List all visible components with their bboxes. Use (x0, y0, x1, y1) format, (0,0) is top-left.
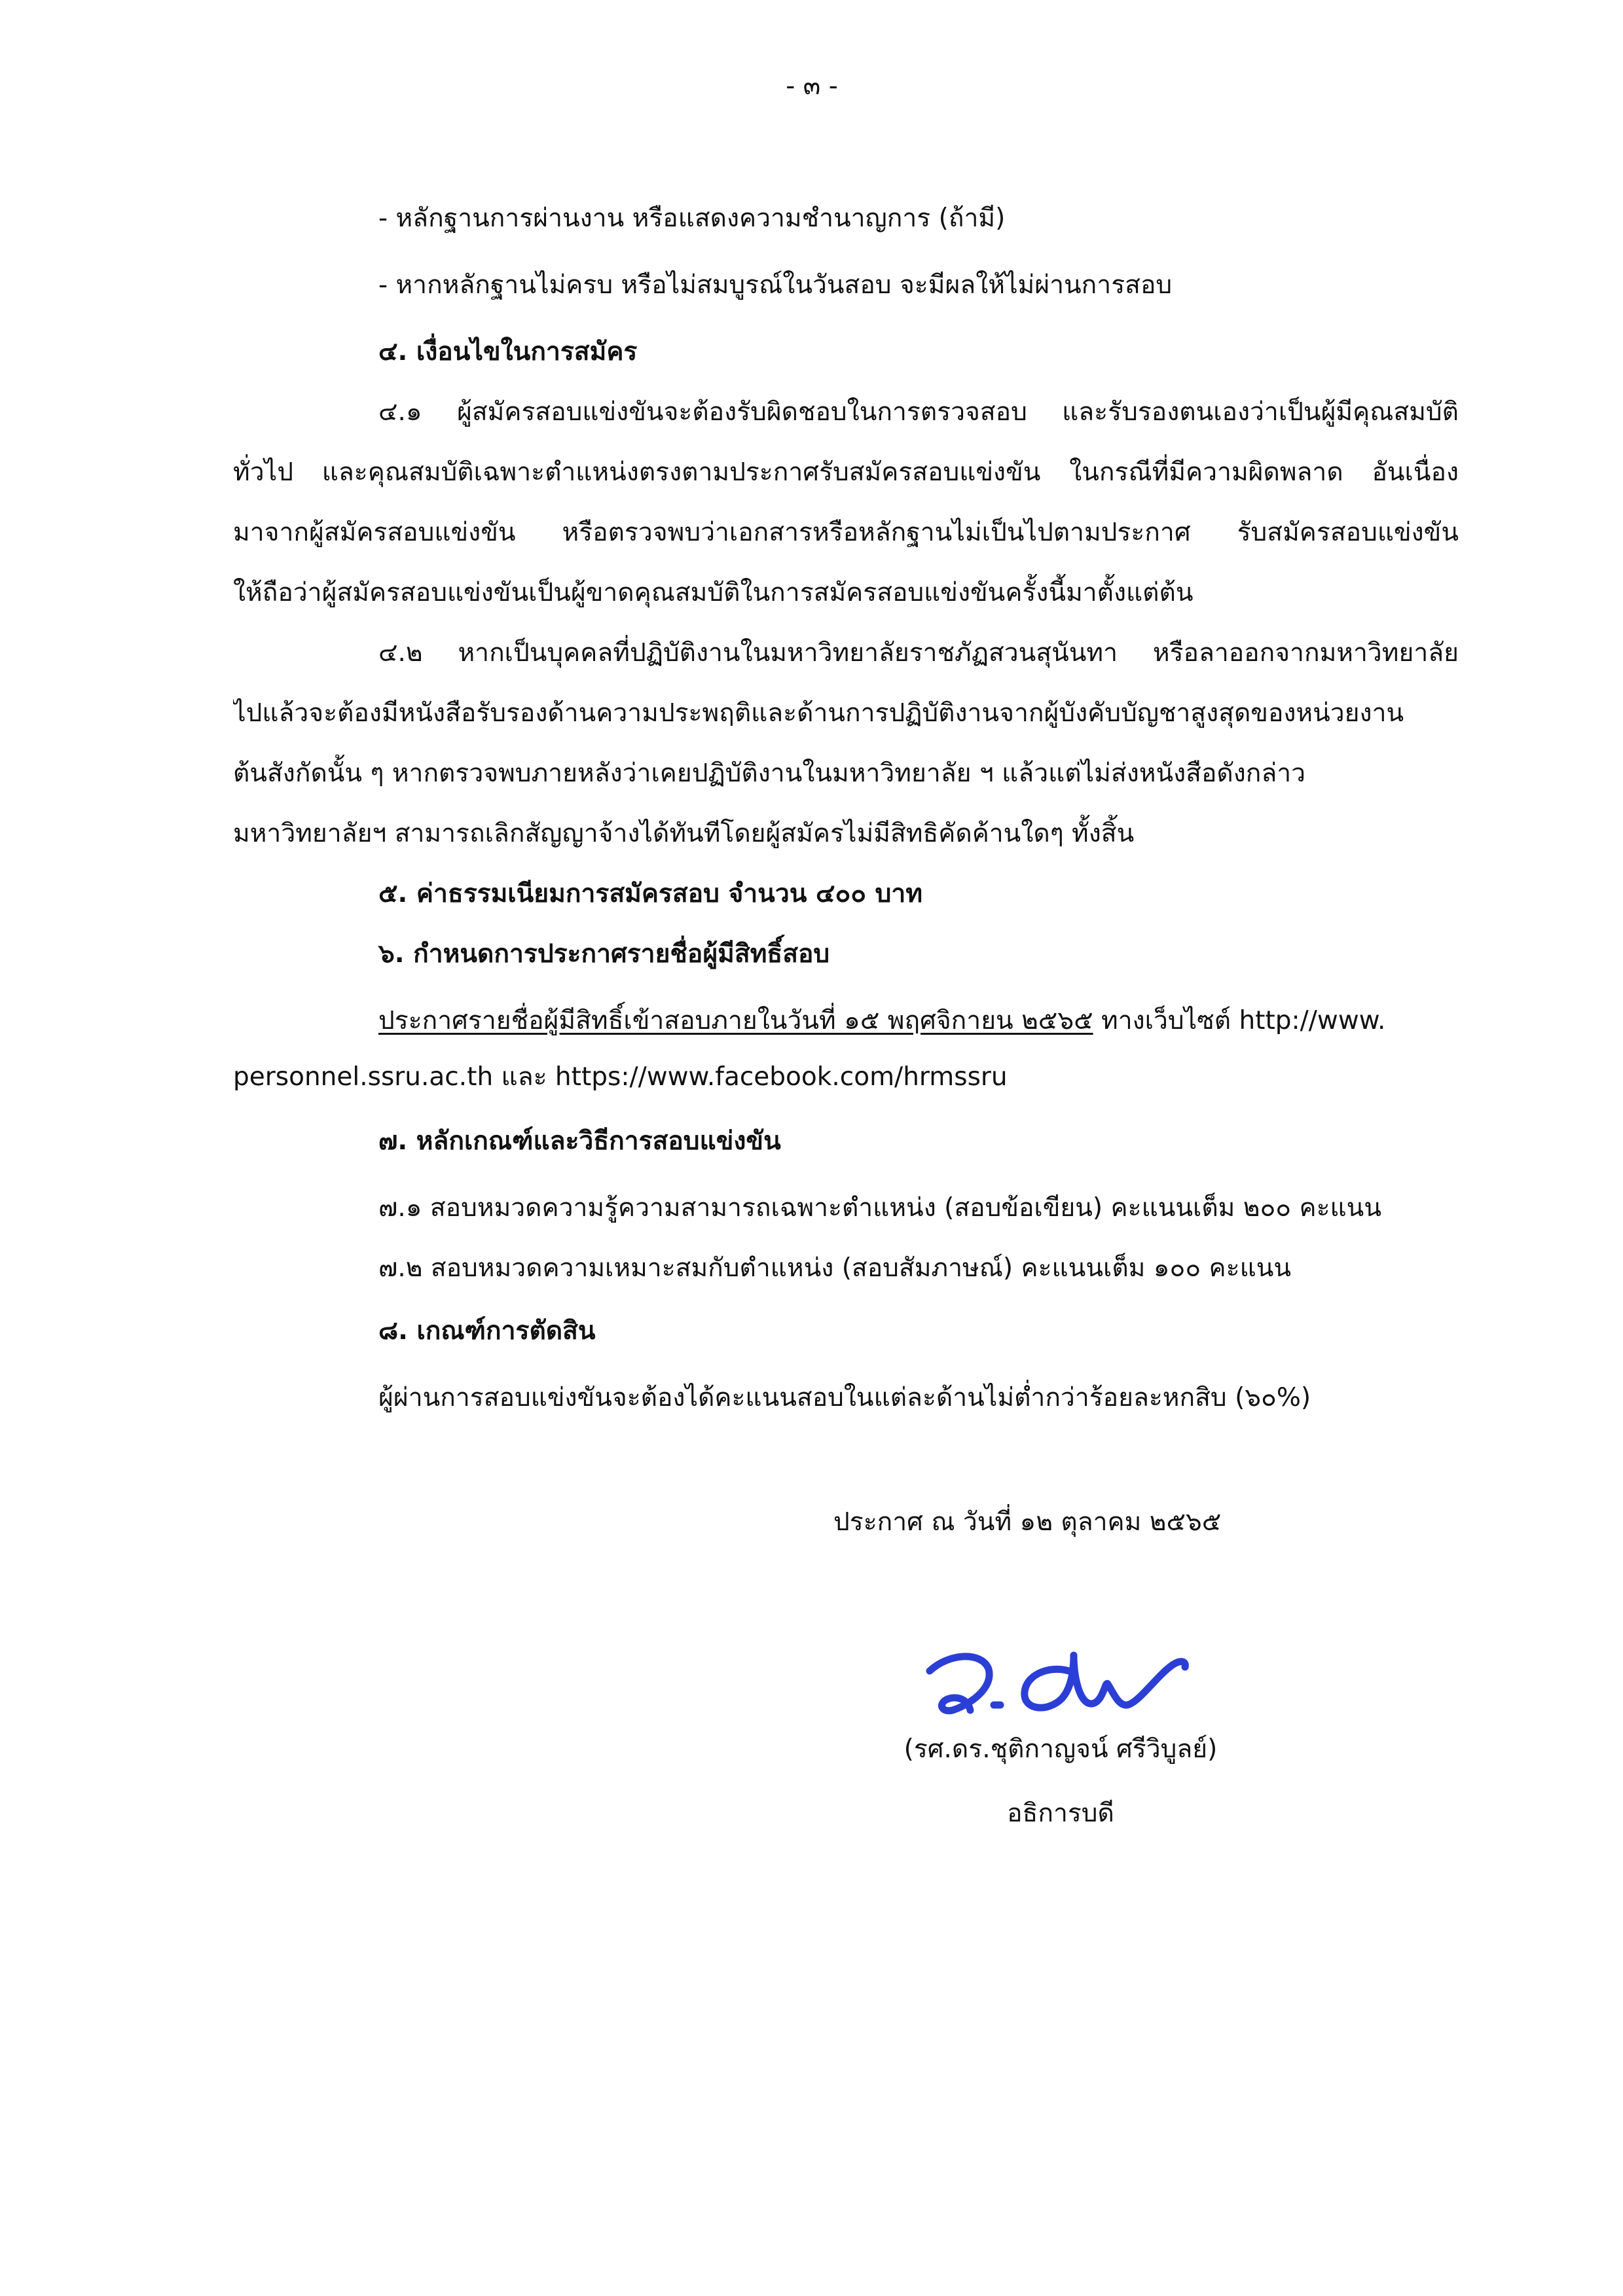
section-4-heading: ๔. เงื่อนไขในการสมัคร (378, 337, 638, 367)
announce-list-line (378, 1003, 1385, 1039)
announce-date-underlined: ประกาศรายชื่อผู้มีสิทธิ์เข้าสอบภายในวันที่ ๑๕ พฤศจิกายน ๒๕๖๕ (378, 1006, 1093, 1035)
paragraph-4-1-line-1: ๔.๑ ผู้สมัครสอบแข่งขันจะต้องรับผิดชอบในการตรวจสอบ และรับรองตนเองว่าเป็นผู้มีคุณสมบัติ (378, 397, 1459, 427)
paragraph-4-2-line-1: ๔.๒ หากเป็นบุคคลที่ปฏิบัติงานในมหาวิทยาลัยราชภัฏสวนสุนันทา หรือลาออกจากมหาวิทยาลัย (378, 638, 1459, 668)
section-7-heading: ๗. หลักเกณฑ์และวิธีการสอบแข่งขัน (378, 1126, 781, 1156)
paragraph-4-2-line-3: ต้นสังกัดนั้น ๆ หากตรวจพบภายหลังว่าเคยปฏิบัติงานในมหาวิทยาลัย ฯ แล้วแต่ไม่ส่งหนังสือดังกล่าว (233, 759, 1306, 788)
paragraph-4-1-line-2: ทั่วไป และคุณสมบัติเฉพาะตำแหน่งตรงตามประกาศรับสมัครสอบแข่งขัน ในกรณีที่มีความผิดพลาด อันเนื่อง (233, 457, 1459, 487)
section-5-heading: ๕. ค่าธรรมเนียมการสมัครสอบ จำนวน ๔๐๐ บาท (378, 879, 923, 908)
announcement-date: ประกาศ ณ วันที่ ๑๒ ตุลาคม ๒๕๖๕ (833, 1507, 1222, 1537)
signer-title: อธิการบดี (1007, 1799, 1114, 1828)
announce-website-text: ทางเว็บไซต์ http://www. (1093, 1006, 1386, 1035)
evidence-work-line: - หลักฐานการผ่านงาน หรือแสดงความชำนาญการ (ถ้ามี) (378, 204, 1006, 233)
signature-image (917, 1607, 1205, 1731)
paragraph-4-1-line-3: มาจากผู้สมัครสอบแข่งขัน หรือตรวจพบว่าเอกสารหรือหลักฐานไม่เป็นไปตามประกาศ รับสมัครสอบแข่งขัน (233, 518, 1459, 547)
decision-criteria-text: ผู้ผ่านการสอบแข่งขันจะต้องได้คะแนนสอบในแต่ละด้านไม่ต่ำกว่าร้อยละหกสิบ (๖๐%) (378, 1383, 1311, 1412)
signer-name: (รศ.ดร.ชุติกาญจน์ ศรีวิบูลย์) (903, 1734, 1218, 1764)
page-number: - ๓ - (786, 71, 838, 101)
paragraph-4-1-line-4: ให้ถือว่าผู้สมัครสอบแข่งขันเป็นผู้ขาดคุณสมบัติในการสมัครสอบแข่งขันครั้งนี้มาตั้งแต่ต้น (233, 578, 1194, 607)
paragraph-4-2-line-2: ไปแล้วจะต้องมีหนังสือรับรองด้านความประพฤติและด้านการปฏิบัติงานจากผู้บังคับบัญชาสูงสุดของหน่วยงาน (233, 698, 1404, 728)
announce-website-urls: personnel.ssru.ac.th และ https://www.facebook.com/hrmssru (233, 1062, 1008, 1092)
section-6-heading: ๖. กำหนดการประกาศรายชื่อผู้มีสิทธิ์สอบ (378, 939, 830, 969)
signature-strokes (930, 1655, 1185, 1711)
criteria-item-7-1: ๗.๑ สอบหมวดความรู้ความสามารถเฉพาะตำแหน่ง (สอบข้อเขียน) คะแนนเต็ม ๒๐๐ คะแนน (378, 1193, 1381, 1223)
evidence-incomplete-line: - หากหลักฐานไม่ครบ หรือไม่สมบูรณ์ในวันสอบ จะมีผลให้ไม่ผ่านการสอบ (378, 270, 1173, 300)
paragraph-4-2-line-4: มหาวิทยาลัยฯ สามารถเลิกสัญญาจ้างได้ทันทีโดยผู้สมัครไม่มีสิทธิคัดค้านใดๆ ทั้งสิ้น (233, 819, 1135, 848)
section-8-heading: ๘. เกณฑ์การตัดสิน (378, 1316, 596, 1346)
criteria-item-7-2: ๗.๒ สอบหมวดความเหมาะสมกับตำแหน่ง (สอบสัมภาษณ์) คะแนนเต็ม ๑๐๐ คะแนน (378, 1253, 1292, 1283)
